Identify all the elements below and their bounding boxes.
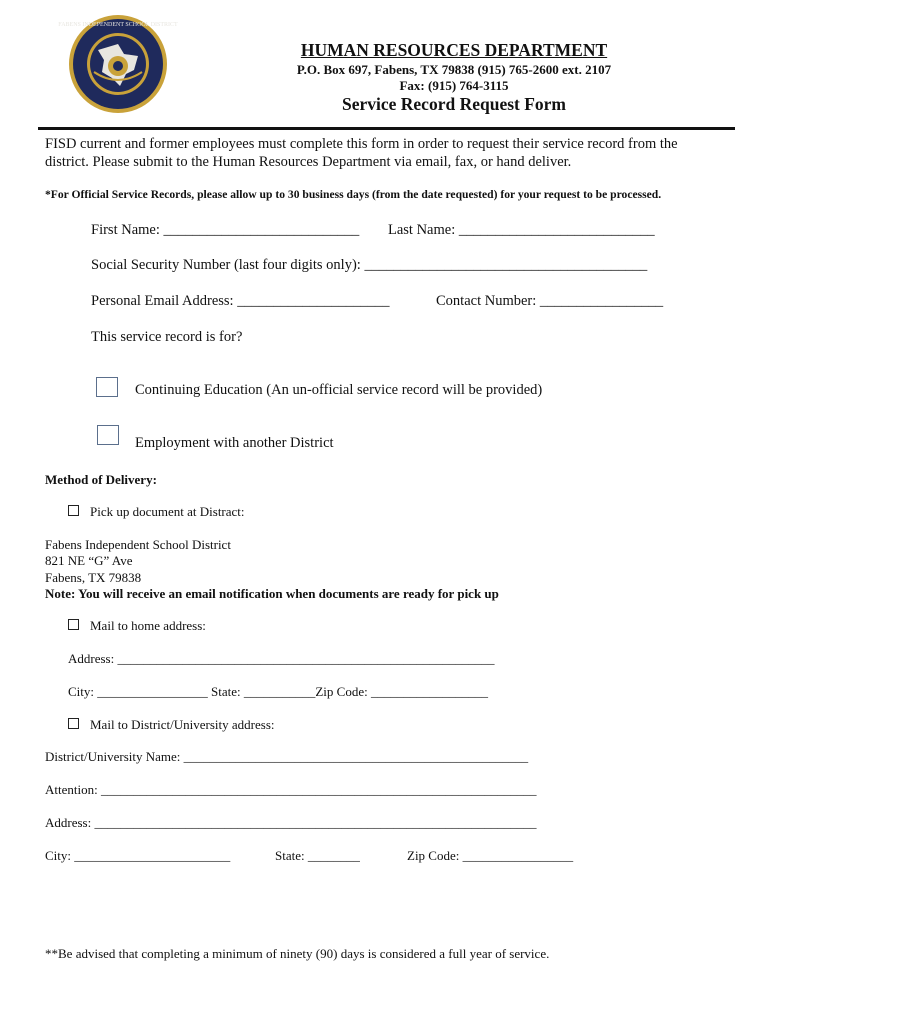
home-address-field[interactable]: Address: __________________________________________________________ — [68, 651, 495, 666]
district-name-text: Fabens Independent School District — [45, 537, 231, 552]
continuing-education-label: Continuing Education (An un-official service record will be provided) — [135, 382, 543, 398]
intro-line-2: district. Please submit to the Human Resources Department via email, fax, or hand deliver. — [45, 154, 572, 170]
address-line: P.O. Box 697, Fabens, TX 79838 (915) 765-2600 ext. 2107 — [296, 62, 612, 77]
continuing-education-checkbox[interactable] — [96, 377, 118, 397]
pickup-checkbox[interactable] — [68, 505, 79, 516]
home-city-state-zip-field[interactable]: City: _________________ State: ___________Zip Code: __________________ — [68, 684, 488, 699]
district-city-text: Fabens, TX 79838 — [45, 570, 142, 585]
district-state-field[interactable]: State: ________ — [275, 848, 360, 863]
delivery-heading: Method of Delivery: — [45, 472, 157, 487]
mail-district-checkbox[interactable] — [68, 718, 79, 729]
fax-line: Fax: (915) 764-3115 — [399, 78, 509, 93]
email-field[interactable]: Personal Email Address: _____________________ — [91, 293, 390, 309]
last-name-field[interactable]: Last Name: ___________________________ — [388, 222, 655, 238]
mail-district-label: Mail to District/University address: — [90, 717, 275, 732]
district-zip-field[interactable]: Zip Code: _________________ — [407, 848, 574, 863]
district-university-name-field[interactable]: District/University Name: _____________________________________________________ — [45, 749, 529, 764]
service-footnote: **Be advised that completing a minimum of ninety (90) days is considered a full year of service. — [45, 946, 550, 961]
department-title: HUMAN RESOURCES DEPARTMENT — [300, 40, 608, 60]
attention-field[interactable]: Attention: ___________________________________________________________________ — [45, 782, 537, 797]
employment-checkbox[interactable] — [97, 425, 119, 445]
intro-line-1: FISD current and former employees must complete this form in order to request their service record from the — [45, 136, 678, 152]
logo-text: FABENS INDEPENDENT SCHOOL DISTRICT — [58, 22, 178, 28]
processing-notice: *For Official Service Records, please allow up to 30 business days (from the date requested) for your request to be processed. — [45, 188, 662, 201]
purpose-question: This service record is for? — [91, 329, 243, 345]
pickup-option[interactable] — [68, 504, 245, 520]
pickup-note: Note: You will receive an email notification when documents are ready for pick up — [45, 586, 499, 601]
district-address-field[interactable]: Address: ____________________________________________________________________ — [45, 815, 537, 830]
mail-district-option[interactable] — [68, 717, 275, 733]
first-name-field[interactable]: First Name: ___________________________ — [91, 222, 360, 238]
ssn-field[interactable]: Social Security Number (last four digits only): _______________________________________ — [91, 257, 648, 273]
employment-label: Employment with another District — [135, 435, 334, 451]
header-rule — [38, 127, 735, 130]
district-street-text: 821 NE “G” Ave — [45, 553, 133, 568]
form-title: Service Record Request Form — [341, 94, 567, 114]
mail-home-label: Mail to home address: — [90, 618, 206, 633]
mail-home-option[interactable] — [68, 618, 206, 634]
mail-home-checkbox[interactable] — [68, 619, 79, 630]
pickup-label: Pick up document at Distract: — [90, 504, 245, 519]
district-city-field[interactable]: City: ________________________ — [45, 848, 231, 863]
contact-number-field[interactable]: Contact Number: _________________ — [436, 293, 664, 309]
